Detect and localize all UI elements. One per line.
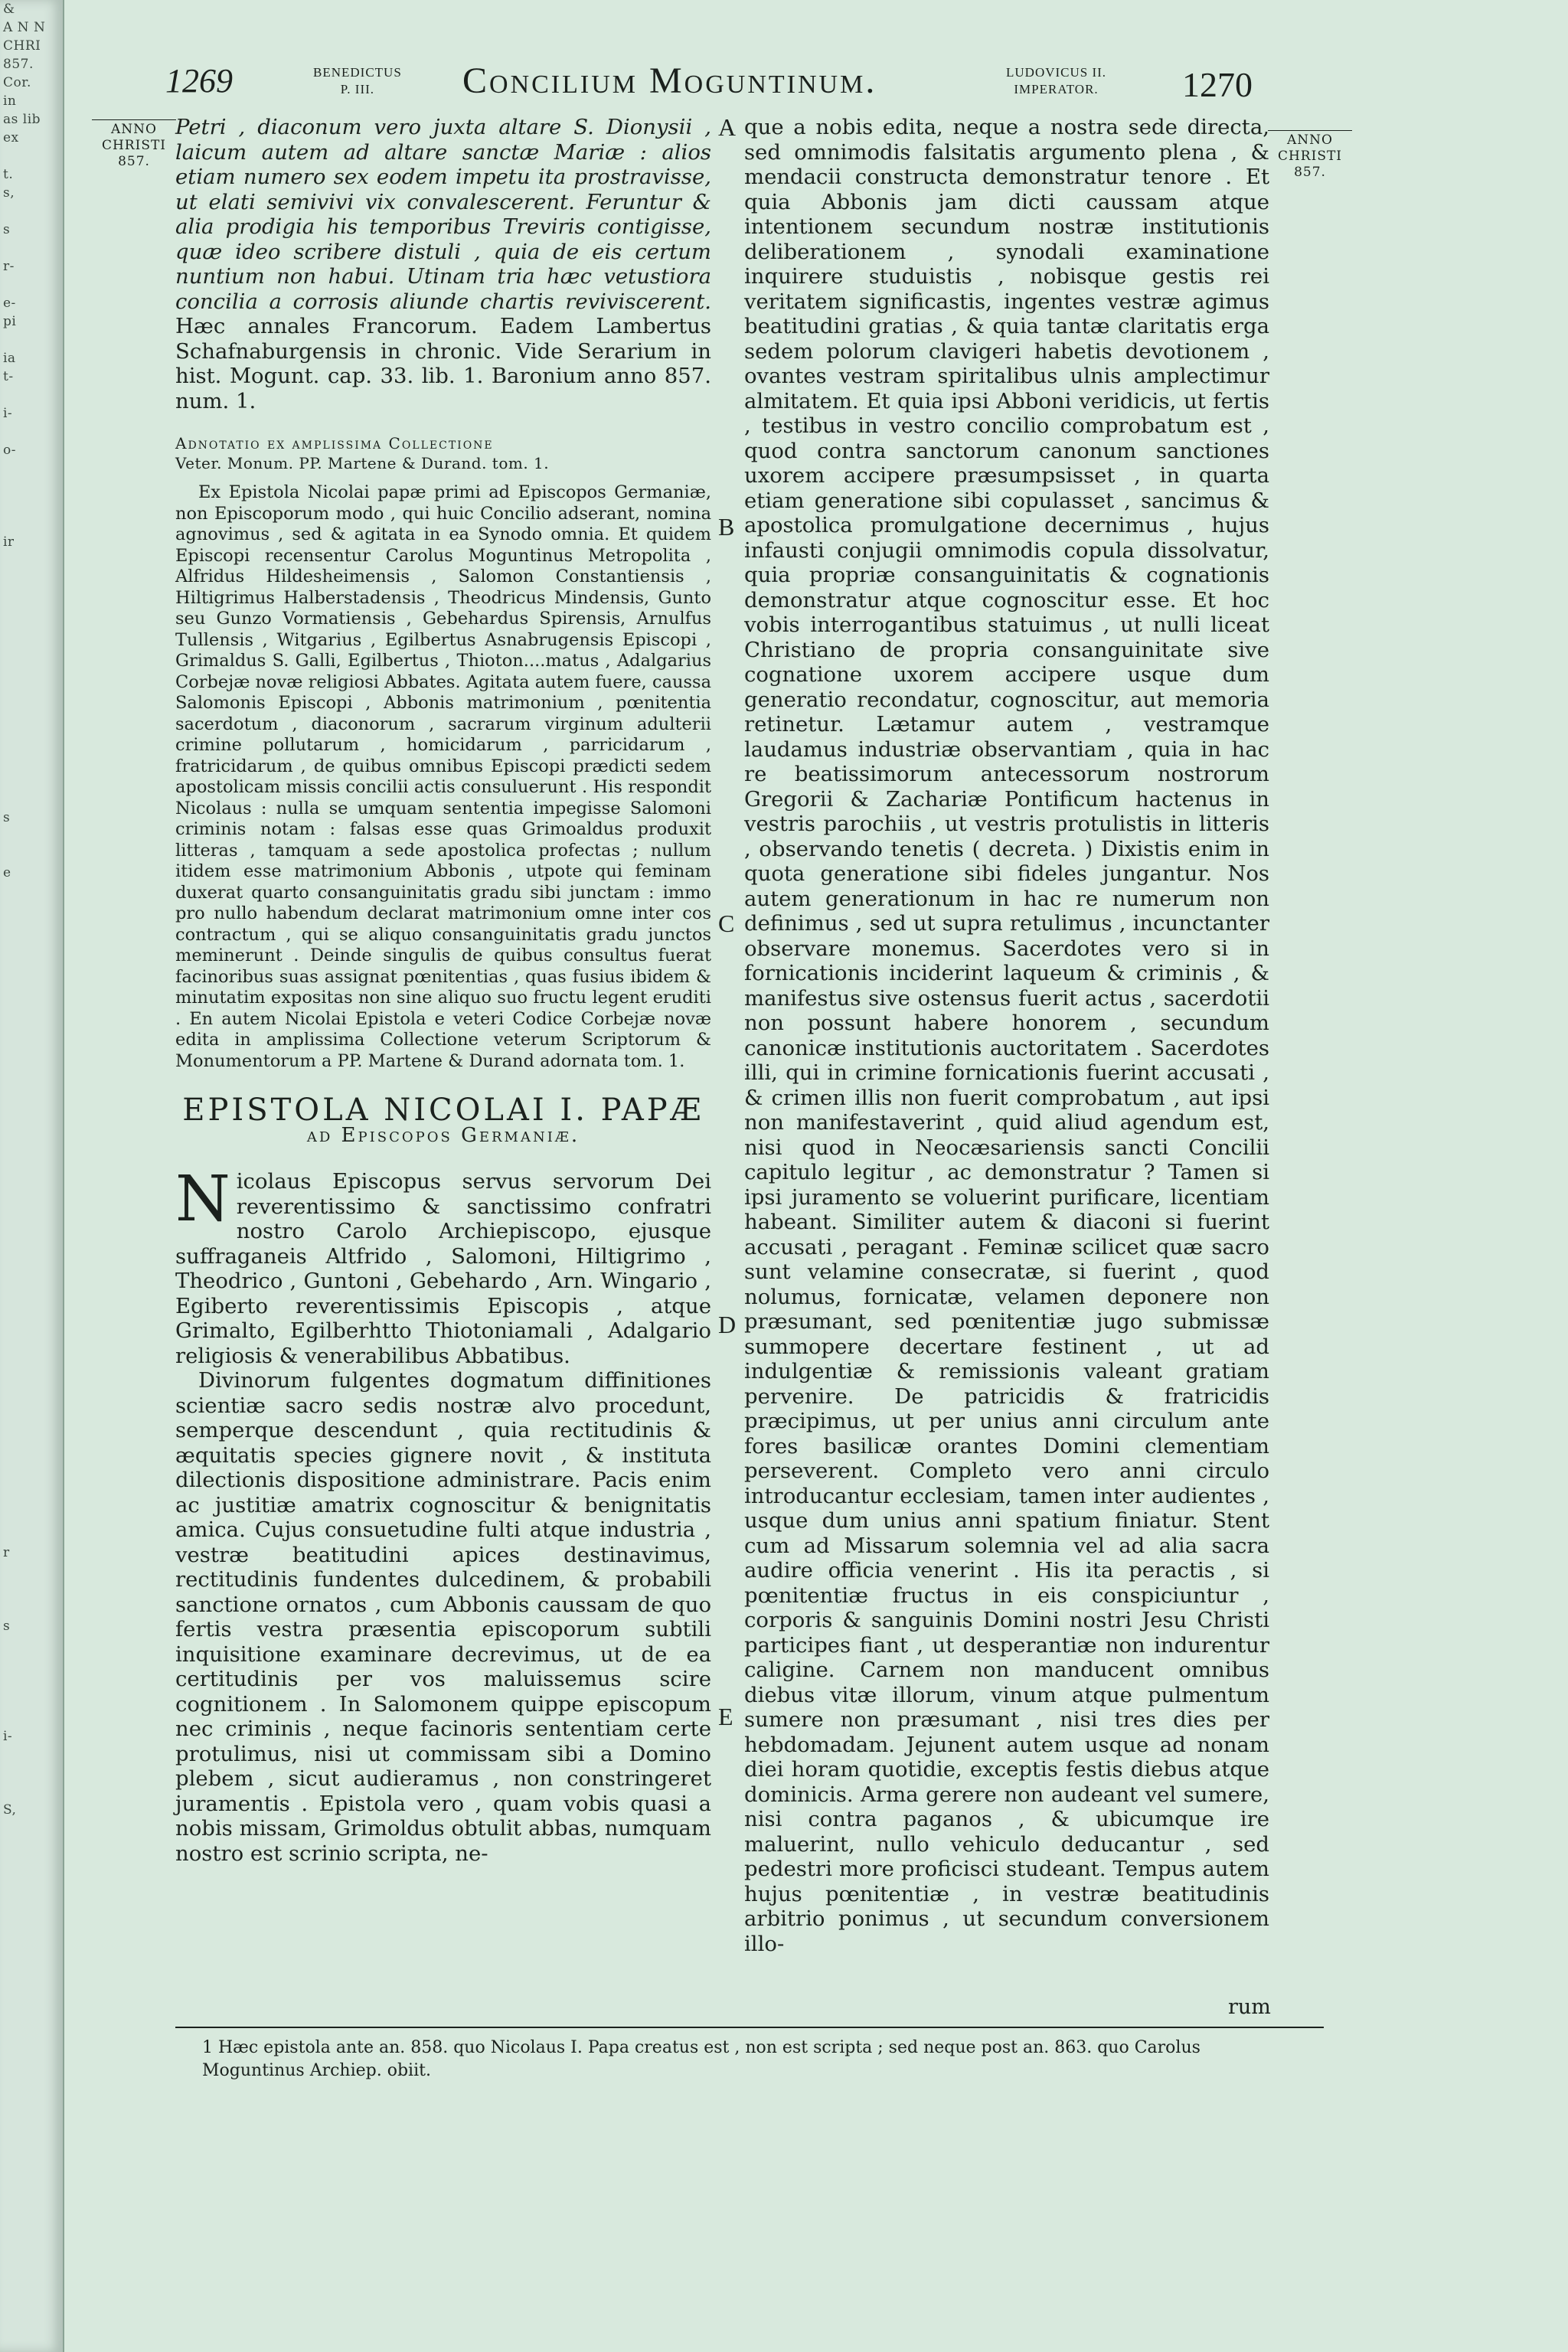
prev-page-fragment: s: [3, 810, 11, 825]
year-note-right-year: 857.: [1294, 165, 1326, 180]
prev-page-fragment: [0, 1580, 63, 1599]
prev-page-fragment: [0, 1507, 63, 1525]
prev-page-fragment: [0, 1084, 63, 1102]
prev-page-fragment: [0, 570, 63, 588]
prev-page-fragment: [0, 331, 63, 349]
prev-page-fragment: e-: [3, 296, 16, 311]
year-note-right: [1268, 130, 1352, 181]
prev-page-fragment: [0, 1782, 63, 1801]
prev-page-fragment: [0, 1139, 63, 1158]
prev-page-fragment: [0, 662, 63, 680]
prev-page-fragment: e: [3, 865, 11, 880]
prev-page-fragment: [0, 772, 63, 790]
prev-page-fragment: ir: [3, 534, 15, 550]
prev-page-fragment: [0, 643, 63, 662]
prev-page-fragment: [0, 1011, 63, 1029]
prev-page-fragment: [0, 551, 63, 570]
prev-page-fragment: [0, 937, 63, 956]
prev-page-fragment: [0, 680, 63, 698]
prev-page-fragment: [0, 735, 63, 753]
prev-page-fragment: 857.: [3, 57, 34, 72]
prev-page-fragment: [0, 1525, 63, 1544]
prev-page-fragment: A N N: [3, 20, 46, 35]
prev-page-fragment: [0, 147, 63, 165]
prev-page-fragment: t.: [3, 167, 14, 182]
year-note-right-christi: CHRISTI: [1277, 149, 1343, 164]
prev-page-fragment: [0, 790, 63, 808]
running-head-right: [1006, 64, 1106, 98]
prev-page-fragment: [0, 1709, 63, 1727]
prev-page-fragment: [0, 1433, 63, 1452]
prev-page-fragment: [0, 1562, 63, 1580]
annotation-heading-line2: Veter. Monum. PP. Martene & Durand. tom. 1.: [175, 454, 550, 472]
drop-cap: N: [175, 1163, 230, 1236]
year-note-left-christi: CHRISTI: [101, 138, 167, 153]
page-number-right: 1270: [1182, 65, 1253, 104]
prev-page-fragment: [0, 1286, 63, 1305]
prev-page-fragment: t-: [3, 369, 14, 384]
prev-page-fragment: [0, 459, 63, 478]
prev-page-fragment: S,: [3, 1802, 17, 1818]
prev-page-fragment: [0, 1690, 63, 1709]
prev-page-fragment: [0, 1121, 63, 1139]
prev-page-fragment: [0, 717, 63, 735]
prev-page-fragment: [0, 1415, 63, 1433]
prev-page-fragment: s: [3, 222, 11, 237]
year-note-left: [92, 119, 176, 170]
prev-page-fragment: [0, 1305, 63, 1323]
footnote-rule: [175, 2027, 1324, 2028]
prev-page-fragment: [0, 1672, 63, 1690]
prev-page-fragment: [0, 992, 63, 1011]
year-note-left-year: 857.: [118, 154, 150, 169]
prev-page-fragment: [0, 1378, 63, 1396]
prev-page-fragment: [0, 478, 63, 496]
prev-page-fragment: [0, 1066, 63, 1084]
prev-page-fragment: s,: [3, 185, 15, 201]
prev-page-fragment: [0, 1599, 63, 1617]
running-head-right-line2: IMPERATOR.: [1014, 82, 1099, 96]
prev-page-fragment: [0, 202, 63, 220]
margin-letter-d: D: [718, 1311, 737, 1338]
prev-page-fragment: s: [3, 1619, 11, 1634]
intro-source-text: Hæc annales Francorum. Eadem Lambertus Schafnaburgensis in chronic. Vide Serarium in hist. Mogunt. cap. 33. lib. 1. Baronium anno 857. num. 1.: [175, 314, 711, 413]
prev-page-fragment: [0, 1635, 63, 1654]
prev-page-fragment: [0, 1268, 63, 1286]
prev-page-fragment: [0, 1176, 63, 1194]
epistola-body-left: Divinorum fulgentes dogmatum diffinitiones scientiæ sacro sedis nostræ alvo procedunt, semperque descendunt , quia rectitudinis & æquitatis species gignere novit , & instituta dilectionis dispositione administrare. Pacis enim ac justitiæ amatrix cognoscitur & benignitatis amica. Cujus consuetudine fulti atque industria , vestræ beatitudini apices destinavimus, rectitudinis fundentes dulcedinem, & probabili sanctione ornatos , cum Abbonis caussam de quo fertis vestra præsentia episcoporum subtili inquisitione examinare decrevimus, ut de ea certitudinis per vos maluissemus scire cognitionem . In Salomonem quippe episcopum nec criminis , neque facinoris sententiam certe protulimus, nisi ut commissam sibi a Domino plebem , sicut audieramus , non constringeret juramentis . Epistola vero , quam vobis quasi a nobis missam, Grimoldus obtulit abbas, numquam nostro est scrinio scripta, ne-: [175, 1368, 711, 1866]
prev-page-fragment: [0, 1654, 63, 1672]
prev-page-fragment: [0, 625, 63, 643]
prev-page-fragment: [0, 1047, 63, 1066]
prev-page-fragment: o-: [3, 443, 16, 458]
annotation-heading-line1: Adnotatio ex amplissima Collectione: [175, 434, 494, 452]
catchword: rum: [1228, 1995, 1271, 2019]
salutation-text: icolaus Episcopus servus servorum Dei reverentissimo & sanctissimo confratri nostro Carolo Archiepiscopo, ejusque suffraganeis Altfrido , Salomoni, Hiltigrimo , Theodrico , Guntoni , Gebehardo , Arn. Wingario , Egiberto reverentissimis Episcopis , atque Grimalto, Egilberhtto Thiotoniamali , Adalgario religiosis & venerabilibus Abbatibus.: [175, 1169, 711, 1368]
prev-page-fragment: [0, 1323, 63, 1341]
epistola-body-right: que a nobis edita, neque a nostra sede directa, sed omnimodis falsitatis argumento plena , & mendacii constructa demonstratur tenore . Et quia Abbonis jam dicti caussam atque intentionem secundum nostræ institutionis deliberationem , synodali examinatione inquirere studuistis , nobisque gestis rei veritatem significastis, ingentes vestræ agimus beatitudini gratias , & quia tantæ claritatis erga sedem polorum clavigeri habetis devotionem , ovantes vestram spiritalibus ulnis amplectimur almitatem. Et quia ipsi Abboni veridicis, ut fertis , testibus in vestro concilio comprobatum est , quod contra sanctorum canonum sanctiones uxorem accipere præsumpsisset , in quarta etiam generatione sibi copulasset , sancimus & apostolica promulgatione decernimus , hujus infausti conjugii omnimodis copula dissolvatur, quia propriæ consanguinitatis & cognationis demonstratur atque cognoscitur esse. Et hoc vobis interrogantibus statuimus , ut nulli liceat Christiano de propria consanguinitate sive cognatione uxorem accipere usque dum generatio recondatur, cognoscitur, aut memoria retinetur. Lætamur autem , vestramque laudamus industriæ observantiam , quia in hac re beatissimorum antecessorum nostrorum Gregorii & Zachariæ Pontificum hactenus in vestris parochiis , ut vestris protulistis in litteris , observando tenetis ( decreta. ) Dixistis enim in quota generatione sibi fideles jungantur. Nos autem generationum in hac re numerum non definimus , sed ut supra retulimus , incunctanter observare monemus. Sacerdotes vero si in fornicationis inciderint laqueum & criminis , & manifestus sive ostensus fuerit actus , sacerdotii non possunt habere honorem , secundum canonicæ institutionis auctoritatem . Sacerdotes illi, qui in crimine fornicationis fuerint accusati , & crimen illis non fuerit comprobatum , aut ipsi non manifestaverint , quid aliud agendum est, nisi quod in Neocæsariensis sancti Concilii capitulo legitur , ac demonstratur ? Tamen si ipsi juramento se voluerint purificare, licentiam habeant. Similiter autem & diaconi si fuerint accusati , peragant . Feminæ scilicet quæ sacro sunt velamine consecratæ, si fuerint , quod nolumus, fornicatæ, velamen deponere non præsumant, sed pœnitentiæ jugo submissæ summopere decertare festinent , ut ad indulgentiæ & remissionis valeant gratiam pervenire. De patricidis & fratricidis præcipimus, ut per unius anni circulum ante fores basilicæ orantes Domini clementiam perseverent. Completo vero anni circulo introducantur ecclesiam, tamen inter audientes , usque dum unius anni spatium finiatur. Stent cum ad Missarum solemnia vel ad alia sacra audire officia venerint . His ita peractis , si pœnitentiæ fructus in eis conspiciuntur , corporis & sanguinis Domini nostri Jesu Christi participes fiant , ut desperantiæ non indurentur caligine. Carnem non manducent omnibus diebus vitæ illorum, vinum atque pulmentum sumere non præsumant , nisi tres dies per hebdomadam. Jejunent autem usque ad nonam diei horam quotidie, exceptis festis diebus atque dominicis. Arma gerere non audeant vel sumere, nisi contra paganos , & ubicumque ire maluerint, nullo vehiculo deducantur , sed pedestri more proficisci studeant. Tempus autem hujus pœnitentiæ , in vestræ beatitudinis arbitrio ponimus , ut secundum conversionem illo-: [744, 115, 1269, 1956]
prev-page-fragment: [0, 1158, 63, 1176]
book-page: [64, 0, 1568, 2352]
prev-page-fragment: [0, 698, 63, 717]
prev-page-fragment: [0, 606, 63, 625]
prev-page-fragment: [0, 588, 63, 606]
prev-page-fragment: [0, 1452, 63, 1470]
prev-page-fragment: [0, 753, 63, 772]
epistola-salutation: [175, 1163, 711, 1368]
prev-page-fragment: [0, 1213, 63, 1231]
prev-page-fragment: [0, 956, 63, 974]
right-column: [744, 115, 1269, 1956]
margin-letter-c: C: [718, 910, 735, 937]
prev-page-fragment: [0, 1746, 63, 1764]
margin-letter-e: E: [718, 1703, 733, 1730]
prev-page-fragment: r-: [3, 259, 15, 274]
prev-page-fragment: [0, 1250, 63, 1268]
prev-page-fragment: r: [3, 1545, 10, 1560]
prev-page-fragment: [0, 239, 63, 257]
prev-page-fragment: i-: [3, 406, 13, 421]
prev-page-fragment: [0, 919, 63, 937]
prev-page-fragment: [0, 1029, 63, 1047]
page-number-left: 1269: [165, 62, 233, 100]
prev-page-fragment: [0, 845, 63, 864]
epistola-title: EPISTOLA NICOLAI I. PAPÆ: [182, 1093, 704, 1128]
intro-paragraph: [175, 115, 711, 413]
prev-page-fragment: [0, 1470, 63, 1488]
prev-page-fragment: [0, 827, 63, 845]
prev-page-fragment: [0, 423, 63, 441]
prev-page-fragment: i-: [3, 1729, 13, 1744]
left-column: [175, 115, 711, 1866]
running-title: Concilium Moguntinum.: [462, 60, 877, 101]
prev-page-fragment: [0, 1396, 63, 1415]
prev-page-fragment: [0, 386, 63, 404]
prev-page-fragment: [0, 1360, 63, 1378]
prev-page-fragment: [0, 900, 63, 919]
prev-page-fragment: Cor.: [3, 75, 31, 90]
prev-page-fragment: [0, 1764, 63, 1782]
adjacent-page-strip: [0, 0, 64, 2352]
year-note-right-anno: ANNO: [1268, 130, 1352, 149]
prev-page-fragment: [0, 1819, 63, 1838]
prev-page-fragment: [0, 1194, 63, 1213]
prev-page-fragment: [0, 1838, 63, 1856]
prev-page-fragment: [0, 1102, 63, 1121]
year-note-left-anno: ANNO: [92, 119, 176, 138]
running-head-left: [313, 64, 402, 98]
prev-page-fragment: ia: [3, 351, 16, 366]
annotation-body: Ex Epistola Nicolai papæ primi ad Episcopos Germaniæ, non Episcoporum modo , qui huic Concilio adserant, nomina agnovimus , sed & agitata in ea Synodo omnia. Et quidem Episcopi recensentur Carolus Moguntinus Metropolita , Alfridus Hildesheimensis , Salomon Constantiensis , Hiltigrimus Halberstadensis , Theodricus Mindensis, Gunto seu Gunzo Vormatiensis , Gebehardus Spirensis, Arnulfus Tullensis , Witgarius , Egilbertus Asnabrugensis Episcopi , Grimaldus S. Galli, Egilbertus , Thioton....matus , Adalgarius Corbejæ novæ religiosi Abbates. Agitata autem fuere, caussa Salomonis Episcopi , Abbonis matrimonium , pœnitentia sacerdotum , diaconorum , sacrarum virginum adulterii crimine pollutarum , homicidarum , parricidarum , fratricidarum , de quibus omnibus Episcopi prædicti sedem apostolicam missis concilii actis consuluerunt . His respondit Nicolaus : nulla se umquam sententia impegisse Salomoni criminis notam : falsas esse quas Grimoaldus produxit litteras , tamquam a sede apostolica profectas ; nullum itidem esse matrimonium Abbonis , utpote qui feminam duxerat quarto consanguinitatis gradu sibi junctam : immo pro nullo habendum declarat matrimonium omne inter cos contractum , qui se aliquo consanguinitatis gradu junctos meminerunt . Deinde singulis de quibus consultus fuerat facinoribus suas assignat pœnitentias , quas fusius ibidem & minutatim expositas non sine aliquo suo fructu legent eruditi . En autem Nicolai Epistola e veteri Codice Corbejæ novæ edita in amplissima Collectione veterum Scriptorum & Monumentorum a PP. Martene & Durand adornata tom. 1.: [175, 482, 711, 1071]
margin-letter-a: A: [718, 113, 737, 141]
prev-page-fragment: ex: [3, 130, 19, 145]
prev-page-fragment: as lib: [3, 112, 41, 127]
prev-page-fragment: [0, 1231, 63, 1250]
prev-page-fragment: [0, 276, 63, 294]
prev-page-fragment: pi: [3, 314, 17, 329]
prev-page-fragment: [0, 882, 63, 900]
prev-page-fragment: [0, 1341, 63, 1360]
prev-page-fragment: CHRI: [3, 38, 41, 54]
prev-page-fragment: [0, 974, 63, 992]
prev-page-fragment: &: [3, 2, 15, 17]
margin-letter-b: B: [718, 513, 735, 541]
running-head-left-line2: P. III.: [340, 82, 375, 96]
epistola-subtitle: ad Episcopos Germaniæ.: [306, 1123, 580, 1147]
prev-page-fragment: in: [3, 93, 17, 109]
running-head-right-line1: LUDOVICUS II.: [1006, 65, 1107, 80]
running-head-left-line1: BENEDICTUS: [313, 65, 402, 80]
footnote: 1 Hæc epistola ante an. 858. quo Nicolaus I. Papa creatus est , non est scripta ; sed neque post an. 863. quo Carolus Moguntinus Archiep. obiit.: [202, 2038, 1200, 2080]
annotation-heading: [175, 433, 711, 473]
prev-page-fragment: [0, 514, 63, 533]
intro-italic-text: Petri , diaconum vero juxta altare S. Dionysii , laicum autem ad altare sanctæ Mariæ : alios etiam numero sex eodem impetu ita prostravisse, ut elati semivivi vix convalescerent. Feruntur & alia prodigia his temporibus Treviris contigisse, quæ ideo scribere distuli , quia de eis certum nuntium non habui. Utinam tria hæc vetustiora concilia a corrosis aliunde chartis reviviscerent.: [175, 115, 711, 314]
prev-page-fragment: [0, 1488, 63, 1507]
prev-page-fragment: [0, 496, 63, 514]
